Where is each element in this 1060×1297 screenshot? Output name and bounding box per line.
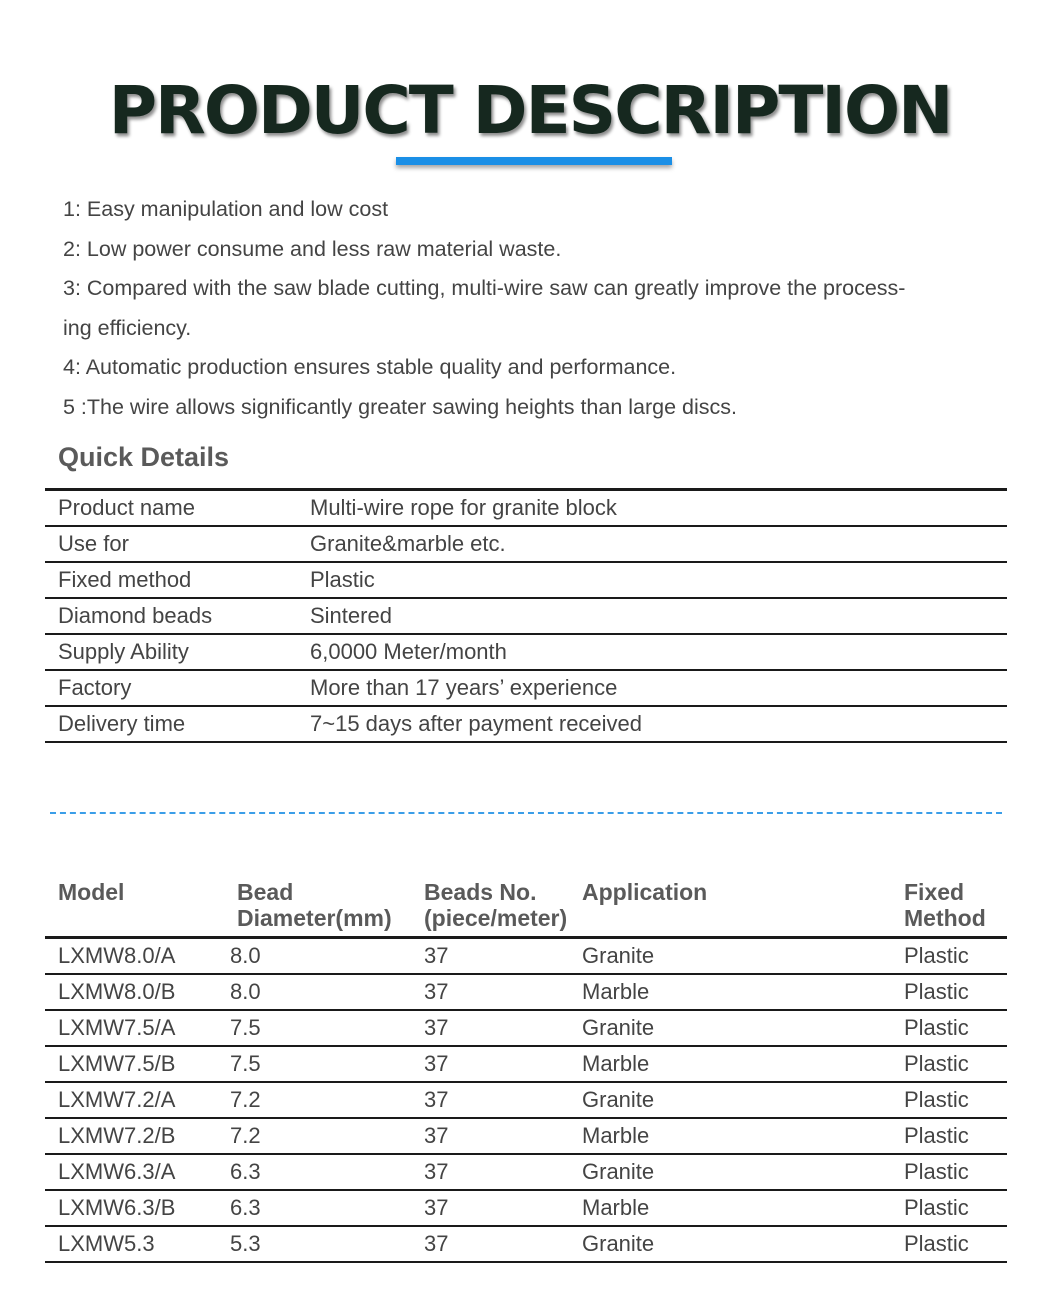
cell-fixed-method: Plastic [904, 1046, 1007, 1082]
description-item: 4: Automatic production ensures stable quality and performance. [63, 355, 677, 379]
cell-model: LXMW7.2/B [45, 1118, 230, 1154]
column-header-application [582, 876, 904, 938]
cell-beads-no: 37 [424, 1082, 582, 1118]
description-item: 5 :The wire allows significantly greater sawing heights than large discs. [63, 394, 737, 419]
detail-value: Multi-wire rope for granite block [310, 490, 1007, 527]
cell-bead-diameter: 6.3 [230, 1154, 424, 1190]
cell-model: LXMW6.3/B [45, 1190, 230, 1226]
detail-value: Sintered [310, 598, 1007, 634]
cell-application: Granite [582, 1154, 904, 1190]
cell-fixed-method: Plastic [904, 1082, 1007, 1118]
table-row [45, 1226, 1007, 1262]
description-item: 1: Easy manipulation and low cost [63, 197, 389, 221]
cell-application: Granite [582, 1082, 904, 1118]
table-row [45, 598, 1007, 634]
table-row [45, 1190, 1007, 1226]
cell-beads-no: 37 [424, 1118, 582, 1154]
detail-label: Use for [45, 526, 310, 562]
cell-model: LXMW8.0/B [45, 974, 230, 1010]
table-row [45, 706, 1007, 742]
cell-fixed-method: Plastic [904, 1154, 1007, 1190]
detail-value: Granite&marble etc. [310, 526, 1007, 562]
table-row [45, 670, 1007, 706]
cell-application: Granite [582, 938, 904, 975]
cell-beads-no: 37 [424, 1226, 582, 1262]
table-row [45, 938, 1007, 975]
description-item: 2: Low power consume and less raw material waste. [63, 236, 562, 261]
table-row [45, 974, 1007, 1010]
cell-application: Marble [582, 974, 904, 1010]
column-header-beads-no [424, 876, 582, 938]
table-row [45, 1046, 1007, 1082]
header-line: Bead [237, 879, 294, 905]
cell-application: Granite [582, 1226, 904, 1262]
cell-application: Marble [582, 1118, 904, 1154]
cell-beads-no: 37 [424, 1154, 582, 1190]
cell-fixed-method: Plastic [904, 974, 1007, 1010]
table-row [45, 1118, 1007, 1154]
title-underline [396, 157, 672, 165]
header-line: Beads No. [424, 879, 537, 905]
header-line: Application [582, 879, 708, 905]
detail-label: Diamond beads [45, 598, 310, 634]
detail-label: Delivery time [45, 706, 310, 742]
cell-bead-diameter: 5.3 [230, 1226, 424, 1262]
cell-bead-diameter: 7.5 [230, 1010, 424, 1046]
cell-bead-diameter: 6.3 [230, 1190, 424, 1226]
cell-model: LXMW7.5/B [45, 1046, 230, 1082]
cell-model: LXMW7.2/A [45, 1082, 230, 1118]
cell-fixed-method: Plastic [904, 1010, 1007, 1046]
description-item: 3: Compared with the saw blade cutting, multi-wire saw can greatly improve the process- [63, 276, 906, 300]
table-header-row [45, 876, 1007, 938]
cell-model: LXMW8.0/A [45, 938, 230, 975]
cell-fixed-method: Plastic [904, 938, 1007, 975]
cell-model: LXMW6.3/A [45, 1154, 230, 1190]
cell-fixed-method: Plastic [904, 1226, 1007, 1262]
cell-fixed-method: Plastic [904, 1190, 1007, 1226]
detail-value: More than 17 years’ experience [310, 670, 1007, 706]
detail-label: Product name [45, 490, 310, 527]
detail-label: Fixed method [45, 562, 310, 598]
detail-value: Plastic [310, 562, 1007, 598]
cell-application: Granite [582, 1010, 904, 1046]
cell-beads-no: 37 [424, 938, 582, 975]
description-list [63, 190, 1013, 427]
cell-model: LXMW7.5/A [45, 1010, 230, 1046]
table-row [45, 526, 1007, 562]
cell-bead-diameter: 7.5 [230, 1046, 424, 1082]
detail-label: Factory [45, 670, 310, 706]
cell-model: LXMW5.3 [45, 1226, 230, 1262]
table-row [45, 562, 1007, 598]
cell-bead-diameter: 7.2 [230, 1082, 424, 1118]
cell-beads-no: 37 [424, 1010, 582, 1046]
header-line: Fixed [904, 879, 965, 905]
quick-details-heading: Quick Details [58, 442, 230, 472]
column-header-fixed-method [904, 876, 1007, 938]
detail-label: Supply Ability [45, 634, 310, 670]
quick-details-table [45, 488, 1007, 743]
page-title: PRODUCT DESCRIPTION [108, 72, 952, 149]
detail-value: 6,0000 Meter/month [310, 634, 1007, 670]
section-divider [50, 812, 1002, 814]
column-header-model [45, 876, 230, 938]
cell-application: Marble [582, 1190, 904, 1226]
header-line: Diameter(mm) [237, 905, 392, 931]
cell-application: Marble [582, 1046, 904, 1082]
cell-beads-no: 37 [424, 1190, 582, 1226]
cell-beads-no: 37 [424, 974, 582, 1010]
detail-value: 7~15 days after payment received [310, 706, 1007, 742]
cell-bead-diameter: 8.0 [230, 974, 424, 1010]
table-row [45, 1010, 1007, 1046]
table-row [45, 1154, 1007, 1190]
description-item: ing efficiency. [63, 315, 192, 340]
table-row [45, 1082, 1007, 1118]
cell-beads-no: 37 [424, 1046, 582, 1082]
header-line: (piece/meter) [424, 905, 568, 931]
cell-fixed-method: Plastic [904, 1118, 1007, 1154]
cell-bead-diameter: 8.0 [230, 938, 424, 975]
table-row [45, 634, 1007, 670]
spec-table [45, 876, 1007, 1263]
header-line: Method [904, 905, 986, 931]
header-line: Model [58, 879, 125, 905]
table-row [45, 490, 1007, 527]
column-header-bead-diameter [230, 876, 424, 938]
cell-bead-diameter: 7.2 [230, 1118, 424, 1154]
